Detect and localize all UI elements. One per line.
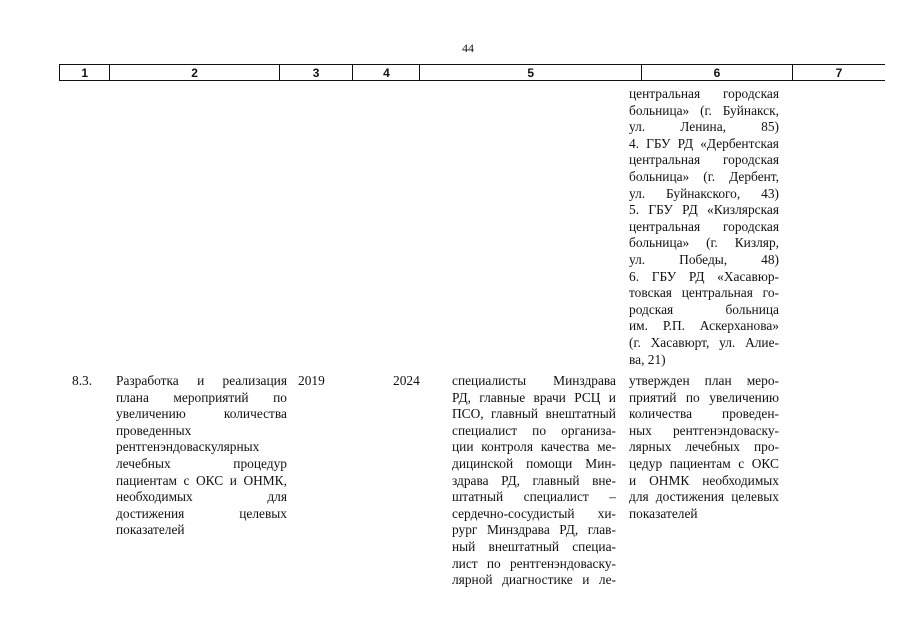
text-line: больница» (г. Буйнакск, (629, 102, 779, 118)
text-line: количества проведен- (629, 406, 779, 422)
text-line: 5. ГБУ РД «Кизлярская (629, 202, 779, 218)
text-line: лярной диагностике и ле- (452, 572, 616, 588)
header-col-1: 1 (60, 65, 110, 80)
text-line: увеличению количества (116, 406, 287, 422)
text-line: ный внештатный специа- (452, 538, 616, 554)
text-line: плана мероприятий по (116, 389, 287, 405)
header-col-2: 2 (110, 65, 279, 80)
text-line: ПСО, главный внештатный (452, 406, 616, 422)
text-line: достижения целевых (116, 505, 287, 521)
text-line: показателей (116, 522, 185, 538)
text-line: родская больница (629, 301, 779, 317)
continuation-col6-text (629, 86, 779, 368)
header-col-7: 7 (835, 65, 843, 80)
text-line: и ОНМК необходимых (629, 472, 779, 488)
row-number: 8.3. (72, 373, 93, 388)
text-line: специалисты Минздрава (452, 373, 616, 388)
text-line: ции контроля качества ме- (452, 439, 616, 455)
text-line: 4. ГБУ РД «Дербентская (629, 135, 779, 151)
text-line: ных рентгенэндоваску- (629, 422, 779, 438)
table-header-row (59, 64, 885, 81)
text-line: пациентам с ОКС и ОНМК, (116, 472, 287, 488)
start-year: 2019 (298, 373, 325, 388)
text-line: рург Минздрава РД, глав- (452, 522, 616, 538)
header-col-3: 3 (280, 65, 354, 80)
text-line: сердечно-сосудистый хи- (452, 505, 616, 521)
result-text (629, 373, 779, 522)
text-line: 6. ГБУ РД «Хасавюр- (629, 268, 779, 284)
measure-text (116, 373, 287, 539)
text-line: ва, 21) (629, 351, 666, 367)
text-line: штатный специалист – (452, 489, 616, 505)
text-line: товская центральная го- (629, 285, 779, 301)
text-line: для достижения целевых (629, 489, 779, 505)
text-line: ул. Победы, 48) (629, 251, 779, 267)
text-line: лист по рентгенэндоваску- (452, 555, 616, 571)
text-line: необходимых для (116, 489, 287, 505)
text-line: дицинской помощи Мин- (452, 455, 616, 471)
text-line: здрава РД, главный вне- (452, 472, 616, 488)
header-col-5: 5 (420, 65, 642, 80)
text-line: утвержден план меро- (629, 373, 779, 388)
header-col-6: 6 (642, 65, 793, 80)
page-number: 44 (462, 41, 474, 55)
text-line: центральная городская (629, 86, 779, 101)
text-line: проведенных (116, 422, 192, 438)
text-line: ул. Буйнакского, 43) (629, 185, 779, 201)
header-col-4: 4 (353, 65, 420, 80)
text-line: больница» (г. Дербент, (629, 168, 779, 184)
text-line: им. Р.П. Аскерханова» (629, 318, 779, 334)
text-line: ул. Ленина, 85) (629, 119, 779, 135)
text-line: рентгенэндоваскулярных (116, 439, 260, 455)
text-line: (г. Хасавюрт, ул. Алие- (629, 334, 779, 350)
text-line: центральная городская (629, 218, 779, 234)
end-year: 2024 (393, 373, 420, 388)
text-line: специалист по организа- (452, 422, 616, 438)
text-line: больница» (г. Кизляр, (629, 235, 779, 251)
text-line: Разработка и реализация (116, 373, 287, 388)
text-line: лечебных процедур (116, 455, 287, 471)
text-line: лярных лечебных про- (629, 439, 779, 455)
responsible-text (452, 373, 616, 589)
text-line: центральная городская (629, 152, 779, 168)
text-line: приятий по увеличению (629, 389, 779, 405)
text-line: РД, главные врачи РСЦ и (452, 389, 616, 405)
text-line: показателей (629, 505, 698, 521)
text-line: цедур пациентам с ОКС (629, 455, 779, 471)
